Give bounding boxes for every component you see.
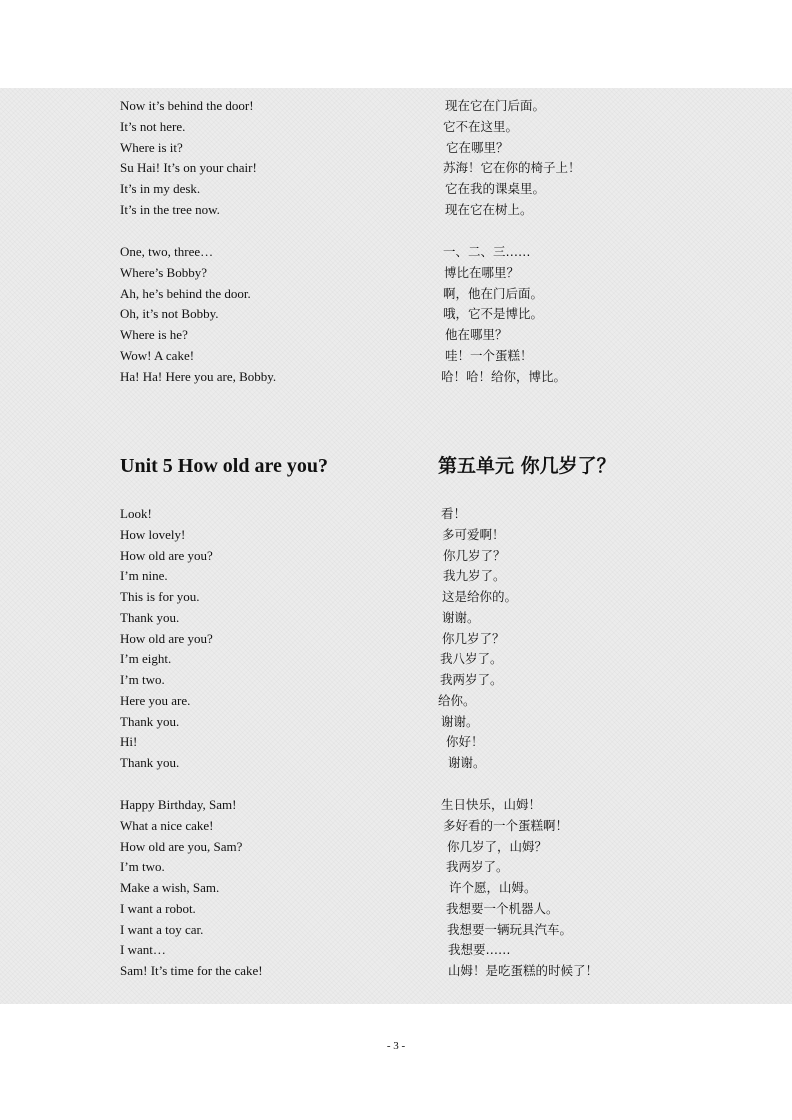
paper-background bbox=[0, 88, 792, 1004]
chinese-line: 山姆！是吃蛋糕的时候了！ bbox=[448, 963, 599, 978]
english-line: Now it’s behind the door! bbox=[120, 98, 254, 113]
chinese-line: 我想要…… bbox=[448, 942, 511, 958]
english-line: Where’s Bobby? bbox=[120, 264, 208, 280]
english-line: Happy Birthday, Sam! bbox=[120, 797, 237, 812]
english-line: I’m two. bbox=[120, 672, 165, 687]
chinese-line: 我想要一辆玩具汽车。 bbox=[447, 921, 573, 937]
chinese-line: 你几岁了，山姆？ bbox=[447, 838, 548, 854]
chinese-line: 你几岁了？ bbox=[443, 547, 506, 563]
chinese-line: 生日快乐，山姆！ bbox=[441, 797, 542, 812]
english-line: It’s in the tree now. bbox=[120, 201, 220, 217]
chinese-line: 我两岁了。 bbox=[446, 859, 509, 875]
chinese-line: 你好！ bbox=[446, 734, 484, 750]
chinese-line: 谢谢。 bbox=[448, 755, 486, 770]
chinese-line: 现在它在树上。 bbox=[445, 201, 533, 217]
chinese-line: 它在哪里？ bbox=[446, 139, 509, 155]
chinese-line: 它在我的课桌里。 bbox=[445, 181, 546, 196]
chinese-line: 他在哪里？ bbox=[445, 327, 508, 342]
chinese-line: 哇！一个蛋糕！ bbox=[445, 347, 533, 363]
chinese-line: 博比在哪里？ bbox=[444, 264, 520, 280]
chinese-line: 你几岁了？ bbox=[442, 630, 505, 646]
english-line: Oh, it’s not Bobby. bbox=[120, 306, 219, 322]
english-line: What a nice cake! bbox=[120, 817, 214, 833]
chinese-line: 这是给你的。 bbox=[442, 589, 518, 604]
chinese-line: 苏海！它在你的椅子上！ bbox=[443, 160, 581, 176]
english-line: Thank you. bbox=[120, 755, 180, 770]
chinese-line: 看！ bbox=[441, 506, 467, 521]
chinese-line: 多好看的一个蛋糕啊！ bbox=[443, 817, 569, 833]
chinese-line: 哈！哈！给你，博比。 bbox=[441, 368, 567, 384]
english-line: Sam! It’s time for the cake! bbox=[120, 963, 263, 978]
unit-title-english: Unit 5 How old are you? bbox=[120, 455, 328, 477]
chinese-line: 它不在这里。 bbox=[443, 118, 519, 134]
english-line: How old are you, Sam? bbox=[120, 838, 243, 854]
chinese-line: 给你。 bbox=[438, 692, 476, 708]
english-line: I want a toy car. bbox=[120, 921, 204, 937]
english-line: One, two, three… bbox=[120, 244, 214, 259]
english-line: I’m two. bbox=[120, 859, 165, 875]
chinese-line: 一、二、三…… bbox=[443, 244, 531, 259]
english-line: How old are you? bbox=[120, 630, 213, 646]
english-line: Here you are. bbox=[120, 692, 191, 708]
english-line: How old are you? bbox=[120, 547, 213, 563]
chinese-line: 哦，它不是博比。 bbox=[443, 306, 544, 322]
chinese-line: 谢谢。 bbox=[442, 609, 480, 625]
chinese-line: 我想要一个机器人。 bbox=[446, 900, 559, 916]
english-line: I want a robot. bbox=[120, 900, 196, 916]
chinese-line: 谢谢。 bbox=[441, 713, 479, 729]
chinese-line: 我两岁了。 bbox=[440, 672, 503, 687]
english-line: How lovely! bbox=[120, 526, 186, 542]
english-line: I’m nine. bbox=[120, 568, 168, 584]
english-line: I’m eight. bbox=[120, 651, 172, 667]
english-line: Where is it? bbox=[120, 139, 183, 155]
chinese-line: 现在它在门后面。 bbox=[445, 98, 546, 113]
chinese-line: 我九岁了。 bbox=[443, 568, 506, 584]
english-line: Hi! bbox=[120, 734, 138, 750]
english-line: This is for you. bbox=[120, 589, 200, 604]
english-line: Make a wish, Sam. bbox=[120, 880, 220, 895]
chinese-line: 多可爱啊！ bbox=[442, 526, 505, 542]
page-number: - 3 - bbox=[386, 1040, 406, 1052]
chinese-line: 啊，他在门后面。 bbox=[443, 285, 544, 301]
english-line: Ah, he’s behind the door. bbox=[120, 285, 251, 301]
english-line: Where is he? bbox=[120, 327, 188, 342]
english-line: Thank you. bbox=[120, 609, 180, 625]
english-line: It’s in my desk. bbox=[120, 181, 201, 196]
chinese-line: 许个愿，山姆。 bbox=[449, 880, 537, 895]
english-line: Thank you. bbox=[120, 713, 180, 729]
english-line: Wow! A cake! bbox=[120, 347, 195, 363]
unit-title-chinese: 第五单元 你几岁了？ bbox=[438, 455, 616, 477]
english-line: Su Hai! It’s on your chair! bbox=[120, 160, 257, 176]
english-line: Ha! Ha! Here you are, Bobby. bbox=[120, 368, 277, 384]
english-line: Look! bbox=[120, 506, 152, 521]
chinese-line: 我八岁了。 bbox=[440, 651, 503, 667]
english-line: It’s not here. bbox=[120, 118, 186, 134]
english-line: I want… bbox=[120, 942, 166, 958]
